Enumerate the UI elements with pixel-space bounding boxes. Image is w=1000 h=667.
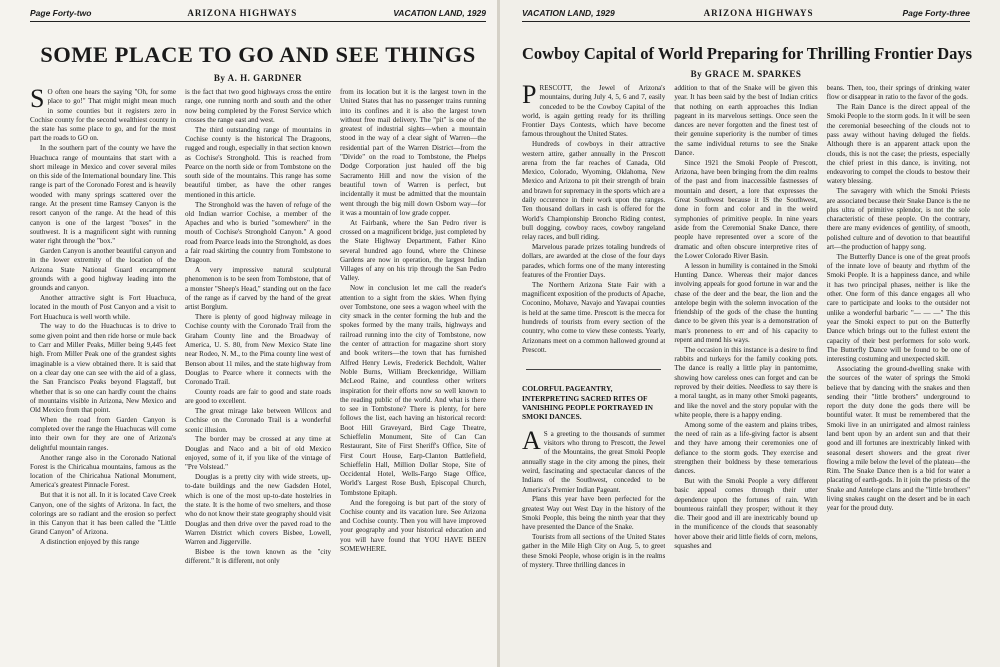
paragraph: Douglas is a pretty city with wide streets, up-to-date buildings and the new Gadsden Hotel, which is one of the most up-to-date hostelries in the state. It is the home of two smelters, and those who do not know their state geography should visit Douglas and then drive over the paved road to the Warren District which covers Bisbee, Lowell, Warren and Jiggerville. [185,473,331,547]
paragraph: The third outstanding range of mountains in Cochise county is the historical The Dragoons, rugged and rough, especially in that section known as Cochise's Stronghold. This is reached from Pearce on the north side or from Tombstone on the south side of the mountains. This range has some beautiful timber, as have the other ranges mentioned in this article. [185,125,331,199]
right-folio: Page Forty-three [902,8,970,18]
paragraph: O often one hears the saying "Oh, for some place to go!" That might might mean much in some counties but it registers zero in Cochise county for the second wealthiest county in the state has some place to go, and for the most part the roads to GO on. [30,88,176,143]
paragraph: Since 1921 the Smoki People of Prescott, Arizona, have been bringing from the dim realms of the past and from inaccessible fastnesses of mountain and desert, a lore that expresses the Great Southwest because it IS the Southwest, done in form and color and in the weird symphonies of primitive people. In nine years aside from the Ceremonial Snake Dance, there people have represented over a score of the dramatic and often obscure interpretive rites of the Lower Colorado River Basin. [674,158,818,260]
paragraph: Plans this year have been perfected for the greatest Way out West Day in the history of the Smoki People, this being the ninth year that they have presented the Dance of the Snake. [522,495,666,532]
paragraph: Marvelous parade prizes totaling hundreds of dollars, are awarded at the close of the four days parades, which forms one of the many interesting features of the Frontier Days. [522,243,666,279]
right-column-1 [522,84,665,644]
paragraph: At Fairbank, where the San Pedro river is crossed on a magnificent bridge, just completed by the State Highway Department, Father Kino several hundred ago found, where the Chinese Gardens are now in operation, the largest Indian Villages of any on his trip through the San Pedro Valley. [340,218,486,283]
paragraph: Another range also in the Coronado National Forest is the Chiricahua mountains, famous as the location of the Chiricahua National Monument, America's greatest Pinnacle Forest. [30,453,176,490]
left-column-2 [185,88,331,648]
left-col2-paragraphs [185,88,331,567]
section-divider [526,369,661,370]
paragraph: The border may be crossed at any time at Douglas and Naco and a bit of old Mexico enjoyed, some of it, if you like of the vintage of "Pre Volstead." [185,435,331,472]
paragraph: Tourists from all sections of the United States gather in the Mile High City on Aug. 5, to greet these Smoki People, whose origin is in the realms of mystery. Three thrilling dances in [522,533,666,569]
paragraph: The way to do the Huachucas is to drive to some given point and then ride horse or mule back to Carr and Miller Peaks, Miller being 9,445 feet high. From Miller Peak one of the grandest sights imaginable is a view obtained there. It is said that on a clear day one can see with the aid of a glass, the San Francisco Peaks beyond Flagstaff, but whether that is so one can hardly count the chains of mountains visible in Arizona, New Mexico and Old Mexico from that point. [30,322,176,415]
left-col3-paragraphs [340,88,486,554]
paragraph: But that it is not all. In it is located Cave Creek Canyon, one of the sights of Arizona. In fact, the colorings are so radiant and the erosion so perfect in this Canyon that it has been called the "Little Grand Canyon" of Arizona. [30,491,176,537]
paragraph: The Butterfly Dance is one of the great proofs of the innate love of beauty and rhythm of the Smoki People. It is a happiness dance, and while it has two principal phases, neither is like the other. One form of this dance engages all who care to participate and looks to the outsider not unlike a wonderful barbaric "— — —" The this year the Smoki expect to put on the Butterfly Dance which brings out to the fullest extent the capacity of their best performers for solo work. The Butterfly Dance will be found to be one of interesting costuming and unexpected skill. [826,252,970,364]
paragraph: In the southern part of the county we have the Huachuca range of mountains that start with a short mileage in Mexico and cover several miles on this side of the International boundary line. This range is part of the Coronado Forest and is heavily wooded with many springs scattered over the range. At the present time Ramsey Canyon is the resort canyon of the range. At the head of this canyon is one of the largest "boxes" in the southwest. It is a magnificent sight with running water right through the "box." [30,144,176,246]
right-column-3 [827,84,970,644]
paragraph: But with the Smoki People a very different basic appeal comes through their utter dependence upon the fortunes of rain. With bounteous rainfall they prosper; without it they die. Their good and ill are inextricably bound up in the munificence of the clouds that seasonably hover above their arid little fields of corn, melons, squashes and [674,476,818,551]
left-magazine-name: ARIZONA HIGHWAYS [187,8,298,18]
paragraph: There is plenty of good highway mileage in Cochise county with the Coronado Trail from the Graham County line and the Broadway of America, U. S. 80, from New Mexico State line near Rodeo, N. M., to the Pima county line west of Benson about 11 miles, and the state highway from Douglas to Pearce where it connects with the Coronado Trail. [185,313,331,387]
paragraph: The Rain Dance is the direct appeal of the Smoki People to the storm gods. In it will be seen the ceremonial beseeching of the clouds not to pass away without having deluged the fields. Although there is an apparent attack upon the clouds, this is not the case; the priests, especially the chief priest in this dance, is inviting, not endeavoring to compel the clouds to bestow their watery blessing. [826,103,970,186]
right-column-2 [674,84,817,644]
paragraph: Another attractive sight is Fort Huachuca, located in the mouth of Post Canyon and a visit to Fort Huachuca is well worth while. [30,294,176,321]
paragraph: The savagery with which the Smoki Priests are associated because their Snake Dance is the ne plus ultra of primitive splendor, is not the sole characteristic of these people. On the contrary, there are many evidences of gentility, of smooth, polished culture and of devotion to that beautiful art—the production of happy song. [826,187,970,252]
right-col1-paragraphs-b [522,425,666,570]
paragraph: When the road from Garden Canyon is completed over the range the Huachucas will come into their own for they are one of Arizona's delightful mountain ranges. [30,415,176,452]
paragraph: Bisbee is the town known as the "city different." It is different, not only [185,548,331,566]
paragraph: addition to that of the Snake will be given this year. It has been said by the best of Indian critics that nothing on earth approaches this Indian pageant in its marvelous settings. Once seen the dances are never forgotten and the finest test of their genuine superiority is the number of times the same individual returns to see the Snake Dance. [674,84,818,158]
paragraph: The Northern Arizona State Fair with a magnificent exposition of the products of Apache, Coconino, Mohave, Navajo and Yavapai counties is held at the same time. Prescott is the mecca for hundreds of tourists from every section of the country, who come to view these contests. Yearly, Arizonans meet on a common hallowed ground at Prescott. [522,280,666,354]
paragraph: And the foregoing is but part of the story of Cochise county and its vacation lure. See Arizona and Cochise county. Then you will have improved your geography and your historical education and you will have found that YOU HAVE BEEN SOMEWHERE. [340,498,486,554]
paragraph: Associating the ground-dwelling snake with the sources of the water of springs the Smoki believe that by dancing with the snakes and then sending their "little brothers" underground to report the duty done the gods there will be bountiful water. It must be remembered that the Smoki live in an unirrigated and almost rainless land bent upon by an ardent sun and that their good and ill fortunes are inextricably linked with seasonal desert showers and the great river flowing a mile below the level of the plateau—the Rim. The Snake Dance then is a bid for water a placating of earth-gods. In it join the priests of the Snake and Antelope clans and the "little brothers" living snakes caught on the desert and be in each year for the proud duty. [826,364,970,513]
right-col2-paragraphs [674,84,817,551]
paragraph: S a greeting to the thousands of summer visitors who throng to Prescott, the Jewel of the Mountains, the great Smoki People annually stage in the city among the pines, their weird, fascinating and spectacular dances of the Indians of the Southwest, conceded to be America's Premier Indian Pageant. [522,429,666,494]
paragraph: is the fact that two good highways cross the entire range, one running north and south and the other now being completed by the Forest Service which crosses the range east and west. [185,88,331,124]
paragraph: RESCOTT, the Jewel of Arizona's mountains, during July 4, 5, 6 and 7, easily conceded to be the Cowboy Capital of the world, is again getting ready for its thrilling Frontier Days Contests, which have become famous throughout the United States. [522,84,666,139]
paragraph: County roads are fair to good and state roads are good to excellent. [185,388,331,406]
paragraph: Among some of the eastern and plains tribes, the need of rain as a life-giving factor is absent and they have among their ceremonies one of defiance to the storm gods. They exercise and strengthen their boldness by these temerarious dances. [674,420,818,476]
left-column-1 [30,88,176,648]
paragraph: A very impressive natural sculptural phenomenon is to be seen from Tombstone, that of a monster "Sheep's Head," standing out on the face of the range as if carved by the hand of the great artist Borglum. [185,266,331,312]
right-magazine-name: ARIZONA HIGHWAYS [703,8,814,18]
paragraph: Now in conclusion let me call the reader's attention to a sight from the skies. When flying over Tombstone, one sees a wagon wheel with the city smack in the center forming the hub and the spokes formed by the many trails, highways and railroad running into the city of Tombstone, now the center of attraction for magazine short story and book writers—the town that has furnished Alfred Henry Lewis, Frederick Bechdolt, Walter Noble Burns, William Breckenridge, William McLeod Raine, and countless other writers inspiration for their efforts now so well known to the reading public of the world. And what is there to see in Tombstone? There is plenty, for here follows the list, each having an historical record: Boot Hill Graveyard, Bird Cage Theatre, Schieffelin Monument, Site of Can Can Restaurant, Site of First Sheriff's Office, Site of First Court House, Earp-Clanton Battlefield, Schieffelin Hall, Million Dollar Stope, Site of Occidental Hotel, Wells-Fargo Stage Office, World's Largest Rose Bush, Episcopal Church, Tombstone Epitaph. [340,284,486,497]
left-col1-paragraphs [30,88,176,548]
paragraph: The great mirage lake between Willcox and Cochise on the Coronado Trail is a wonderful scenic illusion. [185,407,331,434]
right-running-head [522,8,970,22]
right-dropcap-a: A [522,425,541,455]
left-column-3 [340,88,486,648]
smoki-subheading: COLORFUL PAGEANTRY, INTERPRETING SACRED RITES OF VANISHING PEOPLE PORTRAYED IN SMOKI DANCES. [522,384,653,422]
paragraph: A distinction enjoyed by this range [40,538,140,547]
left-dropcap: S [30,88,45,113]
paragraph: Garden Canyon is another beautiful canyon and in the lower extremity of the location of the Arizona State National Guard encampment grounds with a good highway leading into the grounds and canyon. [30,247,176,293]
paragraph: Hundreds of cowboys in their attractive western attire, gather annually in the Prescott arena from the far reaches of Canada, Old Mexico, Colorado, Wyoming, Oklahoma, New Mexico and Arizona to pit their strength of brain and brawn for supremacy in the sports which are a daily occurence in their work upon the ranges. Ten thousand dollars in cash is offered for the World's Championship Broncho Riding contest, bull dogging, cowboy races, cowboy rangeland relay races, and bull riding. [522,140,666,242]
right-dropcap-p: P [522,84,537,109]
left-article-title: SOME PLACE TO GO AND SEE THINGS [40,42,476,67]
right-page [500,0,1000,667]
left-running-head [30,8,486,22]
paragraph: from its location but it is the largest town in the United States that has no passenger trains running into its confines and it is also the largest town without free mail delivery. The "pit" is one of the greatest of industrial sights—when a mountain stood in the way of a clear sight of Warren—the residential part of the Warren District—from the "Divide" on the road to Tombstone, the Phelps Dodge Corporation just hauled off the big Sacramento Hill and now the vision of the beautiful town of Warren is perfect, but incidentally it must be admitted that the mountain went through the big mill down Osborn way—for it was a mountain of low grade copper. [340,88,486,217]
paragraph: The occasion in this instance is a desire to find rabbits and turkeys for the family cooking pots. The dance is really a little play in pantomime, showing how careless ones can forget and can be reproved by their deities. Needless to say there is a moral taught, as in many other Smoki pageants, and like the novel and the story popular with the white people, there is a happy ending. [674,345,818,419]
right-col1-paragraphs-a [522,84,665,355]
left-folio: Page Forty-two [30,8,92,18]
right-col3-paragraphs [827,84,970,514]
paragraph: A lesson in humility is contained in the Smoki Hunting Dance. Whereas their major dances involving appeals for good fortune in war and the chase of the deer and the bear, the lion and the antelope begin with the solemn invocation of the friendship of the gods of the chase the hunting dance to be given this year is a demonstration of man's proneness to err and of his capacity to repent and mend his ways. [674,261,818,345]
paragraph: beans. Then, too, their springs of drinking water flow or disappear in ratio to the favor of the gods. [826,84,970,102]
right-issue: VACATION LAND, 1929 [522,8,615,18]
left-byline: By A. H. GARDNER [213,73,303,83]
right-article-title: Cowboy Capital of World Preparing for Thrilling Frontier Days [522,44,973,63]
paragraph: The Stronghold was the haven of refuge of the old Indian warrior Cochise, a member of the Apaches and who is buried "somewhere" in the mouth of Cochise's Stronghold Canyon." A good road from Pearce leads into the Stronghold, as does a fair road skirting the country from Tombstone to Dragoon. [185,200,331,265]
right-article-body [522,84,970,644]
left-article-body [30,88,486,648]
left-issue: VACATION LAND, 1929 [393,8,486,18]
right-byline: By GRACE M. SPARKES [690,69,802,79]
